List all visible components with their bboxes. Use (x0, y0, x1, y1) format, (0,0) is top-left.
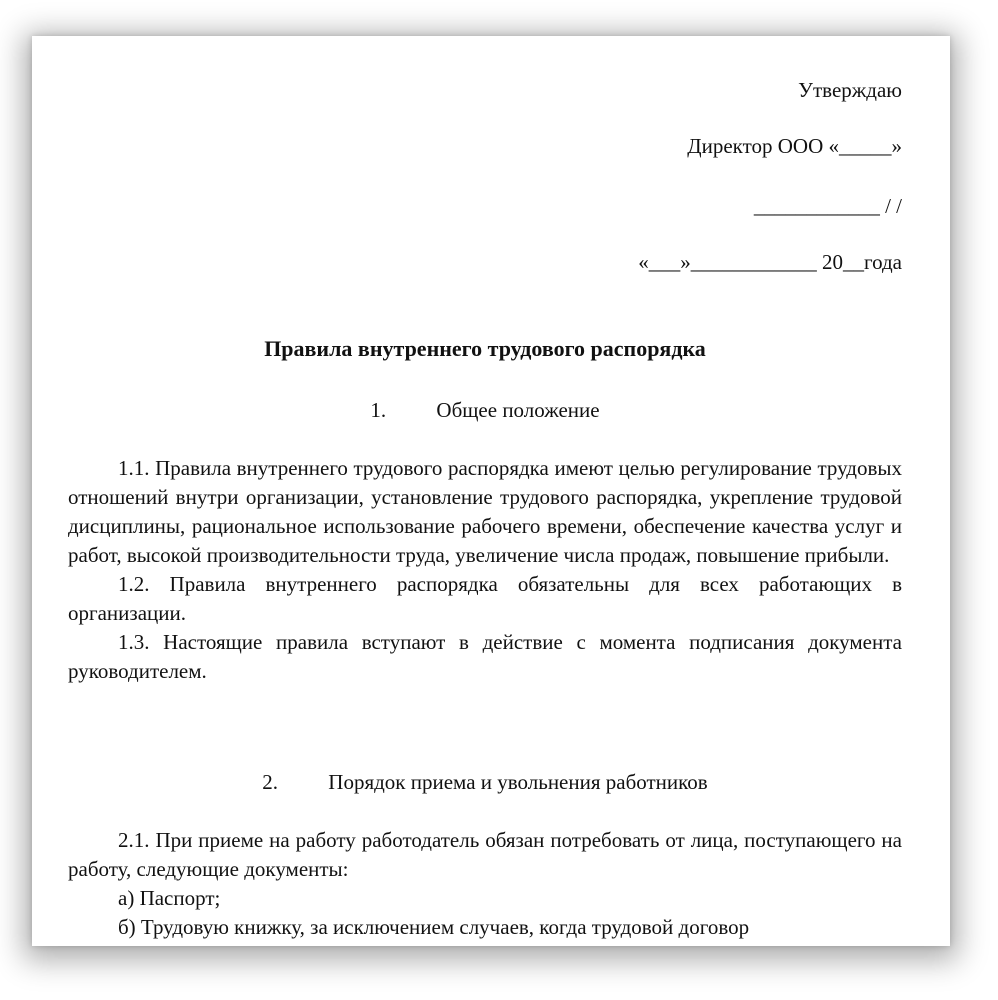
list-item-passport: а) Паспорт; (118, 886, 221, 910)
section-title: Порядок приема и увольнения работников (328, 770, 708, 794)
approval-signature-line: ____________ / / (753, 194, 902, 218)
approval-director: Директор ООО «_____» (687, 134, 902, 158)
list-item-workbook: б) Трудовую книжку, за исключением случаев, когда трудовой договор (118, 915, 750, 939)
section-title: Общее положение (436, 398, 600, 422)
paragraph-1-2: 1.2. Правила внутреннего распорядка обязательны для всех работающих в организации. (68, 572, 902, 625)
section-2-body (68, 826, 902, 942)
document-title: Правила внутреннего трудового распорядка (264, 336, 706, 361)
paragraph-1-1: 1.1. Правила внутреннего трудового распорядка имеют целью регулирование трудовых отношений внутри организации, установление трудового распорядка, укрепление трудовой дисциплины, рациональное использование рабочего времени, обеспечение качества услуг и работ, высокой производительности труда, увеличение числа продаж, повышение прибыли. (68, 456, 902, 567)
approval-date-line: «___»____________ 20__года (638, 250, 902, 274)
section-heading-1 (68, 398, 902, 423)
section-number: 1. (370, 398, 387, 422)
section-number: 2. (262, 770, 279, 794)
paragraph-1-3: 1.3. Настоящие правила вступают в действие с момента подписания документа руководителем. (68, 630, 902, 683)
document-page (32, 36, 950, 946)
paragraph-2-1: 2.1. При приеме на работу работодатель обязан потребовать от лица, поступающего на работу, следующие документы: (68, 828, 902, 881)
section-heading-2 (68, 770, 902, 795)
section-1-body (68, 454, 902, 686)
approval-heading: Утверждаю (798, 78, 902, 102)
